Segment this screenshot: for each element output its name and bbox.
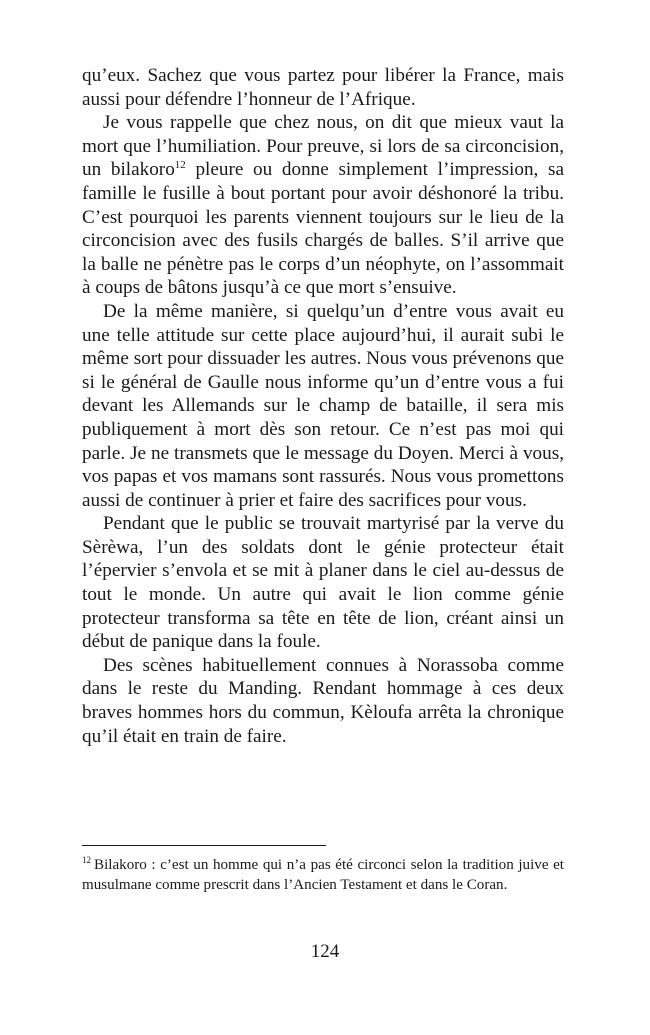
paragraph-1: [82, 64, 564, 111]
footnote: [82, 855, 564, 895]
body-text: [82, 64, 564, 748]
paragraph-5-text: Des scènes habituellement connues à Norassoba comme dans le reste du Manding. Rendant hommage à ces deux braves hommes hors du commun, Kèloufa arrêta la chronique qu’il était en train de faire.: [82, 654, 564, 747]
footnote-divider: [82, 845, 326, 846]
paragraph-2-text-end: pleure ou donne simplement l’impression, sa famille le fusille à bout portant pour avoir déshonoré la tribu. C’est pourquoi les parents viennent toujours sur le lieu de la circoncision avec des fusils chargés de balles. S’il arrive que la balle ne pénètre pas le corps d’un néophyte, on l’assommait à coups de bâtons jusqu’à ce que mort s’ensuive.: [82, 159, 564, 299]
paragraph-2: [82, 111, 564, 300]
paragraph-2-text-start: Je vous rappelle que chez nous, on dit que mieux vaut la mort que l’humiliation. Pour preuve, si lors de sa circoncision, un bilakoro: [82, 112, 564, 181]
paragraph-4-text: Pendant que le public se trouvait martyrisé par la verve du Sèrèwa, l’un des soldats dont le génie protecteur était l’épervier s’envola et se mit à planer dans le ciel au-dessus de tout le monde. Un autre qui avait le lion comme génie protecteur transforma sa tête en tête de lion, créant ainsi un début de panique dans la foule.: [82, 513, 564, 653]
footnote-reference: 12: [174, 159, 186, 172]
footnote-text: Bilakoro : c’est un homme qui n’a pas été circonci selon la tradition juive et musulmane comme prescrit dans l’Ancien Testament et dans le Coran.: [82, 857, 564, 893]
footnote-marker: 12: [82, 855, 91, 865]
paragraph-3: [82, 300, 564, 512]
paragraph-4: [82, 512, 564, 654]
paragraph-1-text: qu’eux. Sachez que vous partez pour libérer la France, mais aussi pour défendre l’honneur de l’Afrique.: [82, 65, 564, 110]
paragraph-5: [82, 654, 564, 748]
paragraph-3-text: De la même manière, si quelqu’un d’entre vous avait eu une telle attitude sur cette place aujourd’hui, il aurait subi le même sort pour dissuader les autres. Nous vous prévenons que si le général de Gaulle nous informe qu’un d’entre vous a fui devant les Allemands sur le champ de bataille, il sera mis publiquement à mort dès son retour. Ce n’est pas moi qui parle. Je ne transmets que le message du Doyen. Merci à vous, vos papas et vos mamans sont rassurés. Nous vous promettons aussi de continuer à prier et faire des sacrifices pour vous.: [82, 300, 564, 511]
page-number: 124: [310, 941, 340, 962]
